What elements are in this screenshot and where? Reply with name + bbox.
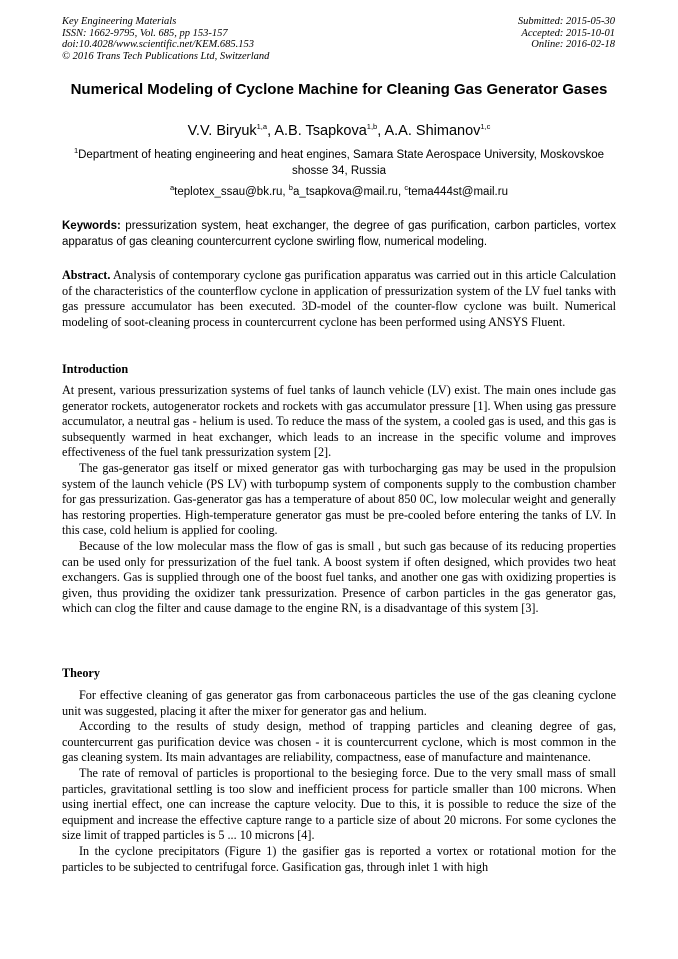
author-sup: 1,a bbox=[256, 122, 268, 132]
paragraph: At present, various pressurization systems of fuel tanks of launch vehicle (LV) exist. The main ones include gas generator rockets, autogenerator rockets and rockets with gas accumulator pressure [1]. When using gas pressure accumulator, a neutral gas - helium is used. To reduce the mass of the system, a cooled gas is used, and this gas is subsequently warmed in heat exchanger, which leads to an increase in the specific volume and improves effectiveness of the fuel tank pressurization system [2]. bbox=[62, 383, 616, 460]
submission-dates bbox=[518, 16, 615, 51]
theory-heading: Theory bbox=[62, 666, 100, 680]
paragraph: For effective cleaning of gas generator gas from carbonaceous particles the use of the gas cleaning cyclone unit was suggested, placing it after the mixer for generator gas and helium. bbox=[62, 688, 616, 718]
keywords-label: Keywords: bbox=[62, 220, 121, 232]
email-list: $^a$teplotex_ssau@bk.ru, $^b$a_tsapkova@mail.ru, $^c$tema444st@mail.ru bbox=[170, 183, 508, 198]
paper-title: Numerical Modeling of Cyclone Machine for Cleaning Gas Generator Gases bbox=[70, 81, 608, 98]
email-address: tema444st@mail.ru bbox=[408, 186, 508, 198]
abstract-label: Abstract. bbox=[62, 268, 111, 282]
email-address: a_tsapkova@mail.ru bbox=[292, 186, 398, 198]
keywords bbox=[62, 219, 616, 250]
author-name: A.B. Tsapkova bbox=[274, 123, 367, 139]
abstract-text: Analysis of contemporary cyclone gas purification apparatus was carried out in this article Calculation of the characteristics of the counterflow cyclone in application of pressurization system of the LV fuel tanks with gas pressure accumulator has been executed. 3D-model of the counter-flow cyclone was built. Numerical modeling of soot-cleaning process in countercurrent cyclone has been performed using ANSYS Fluent. bbox=[62, 268, 616, 329]
author-list: V.V. Biryuk$^{1,a}$, A.B. Tsapkova$^{1,b}$, A.A. Shimanov$^{1,c}$ bbox=[187, 122, 491, 139]
online-date: Online: 2016-02-18 bbox=[531, 39, 615, 50]
email-address: teplotex_ssau@bk.ru bbox=[174, 186, 283, 198]
affiliation-sup: 1 bbox=[73, 146, 79, 156]
accepted-date: Accepted: 2015-10-01 bbox=[521, 27, 615, 39]
paragraph: Because of the low molecular mass the flow of gas is small , but such gas because of its reducing properties can be used only for pressurization of the fuel tank. A boost system if often designed, which provides two heat exchangers. Gas is supplied through one of the boost fuel tanks, and another one gas with oxidizing properties is given, thus providing the oxidizer tank pressurization. Presence of carbon particles in the gas generator gas, which can clog the filter and cause damage to the engine RN, is a disadvantage of this system [3]. bbox=[62, 538, 616, 616]
paragraph: The rate of removal of particles is proportional to the besieging force. Due to the very small mass of small particles, gravitational settling is too slow and inefficient process for particle smaller than 100 microns. When using inertial effect, one can increase the capture velocity. Due to this, it is possible to reduce the size of the equipment and increase the effective capture range to a particle size of about 20 microns. For some cyclones the size limit of trapped particles is 5 ... 10 microns [4]. bbox=[62, 765, 616, 843]
keywords-text: pressurization system, heat exchanger, the degree of gas purification, carbon particles, vortex apparatus of gas cleaning countercurrent cyclone swirling flow, numerical modeling. bbox=[62, 220, 616, 248]
submitted-date: Submitted: 2015-05-30 bbox=[517, 16, 615, 27]
copyright-line: © 2016 Trans Tech Publications Ltd, Switzerland bbox=[62, 50, 270, 62]
author-name: A.A. Shimanov bbox=[384, 123, 481, 139]
author-sup: 1,c bbox=[480, 122, 491, 132]
introduction-heading: Introduction bbox=[62, 362, 129, 376]
theory-body bbox=[62, 688, 616, 875]
affiliation bbox=[62, 148, 616, 179]
doi-line: doi:10.4028/www.scientific.net/KEM.685.153 bbox=[62, 39, 254, 50]
abstract bbox=[62, 268, 616, 330]
email-sup: b bbox=[288, 183, 293, 193]
author-sup: 1,b bbox=[366, 122, 378, 132]
journal-info bbox=[62, 16, 269, 62]
affiliation-text: Department of heating engineering and heat engines, Samara State Aerospace University, Moskovskoe shosse 34, Russia bbox=[78, 149, 605, 177]
introduction-body bbox=[62, 383, 616, 617]
journal-name: Key Engineering Materials bbox=[62, 16, 177, 27]
paragraph: According to the results of study design, method of trapping particles and cleaning degree of gas, countercurrent gas purification device was chosen - it is countercurrent cyclone, which is most common in the gas cleaning system. Its main advantages are reliability, compactness, ease of manufacture and maintenance. bbox=[62, 719, 616, 765]
paragraph: The gas-generator gas itself or mixed generator gas with turbocharging gas may be used in the propulsion system of the launch vehicle (PS LV) with turbopump system of components supply to the combustion chamber for gas pressurization. Gas-generator gas has a temperature of about 850 0C, low molecular weight and generally has restoring properties. High-temperature generator gas must be pre-cooled before entering the tanks of LV. In this case, cold helium is applied for cooling. bbox=[62, 460, 616, 538]
email-sup: c bbox=[404, 183, 409, 193]
author-name: V.V. Biryuk bbox=[187, 123, 257, 139]
paragraph: In the cyclone precipitators (Figure 1) the gasifier gas is reported a vortex or rotational motion for the particles to be subjected to centrifugal force. Gasification gas, through inlet 1 with high bbox=[62, 843, 616, 874]
issn-line: ISSN: 1662-9795, Vol. 685, pp 153-157 bbox=[62, 27, 228, 39]
email-sup: a bbox=[170, 183, 175, 193]
